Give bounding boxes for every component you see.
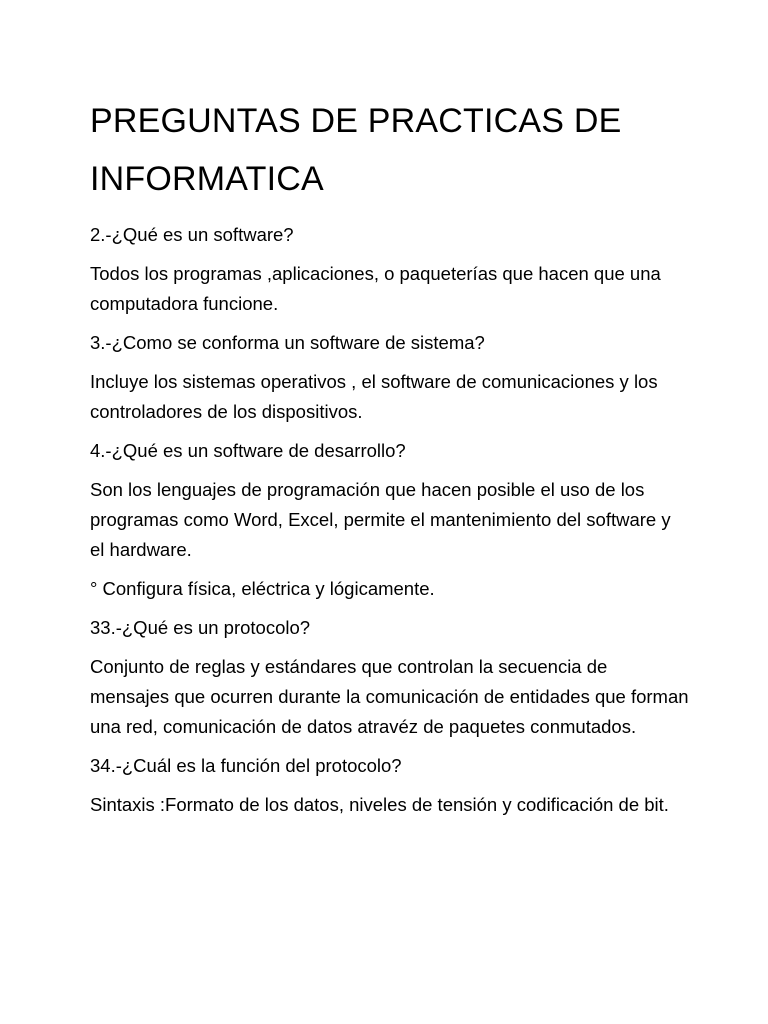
question-4: 4.-¿Qué es un software de desarrollo? xyxy=(90,440,406,461)
answer-4: Son los lenguajes de programación que hacen posible el uso de los programas como Word, Excel, permite el mantenimiento del software y el hardware. xyxy=(90,479,671,560)
question-33: 33.-¿Qué es un protocolo? xyxy=(90,617,311,638)
question-34: 34.-¿Cuál es la función del protocolo? xyxy=(90,755,402,776)
answer-3: Incluye los sistemas operativos , el software de comunicaciones y los controladores de los dispositivos. xyxy=(90,371,658,422)
answer-2: Todos los programas ,aplicaciones, o paqueterías que hacen que una computadora funcione. xyxy=(90,263,661,314)
answer-33: Conjunto de reglas y estándares que controlan la secuencia de mensajes que ocurren durante la comunicación de entidades que forman una red, comunicación de datos atravéz de paquetes conmutados. xyxy=(90,656,689,737)
question-3: 3.-¿Como se conforma un software de sistema? xyxy=(90,332,485,353)
answer-34: Sintaxis :Formato de los datos, niveles de tensión y codificación de bit. xyxy=(90,794,669,815)
document-page xyxy=(90,92,690,829)
question-2: 2.-¿Qué es un software? xyxy=(90,224,294,245)
document-title: PREGUNTAS DE PRACTICAS DE INFORMATICA xyxy=(90,102,622,198)
answer-4-note: ° Configura física, eléctrica y lógicamente. xyxy=(90,578,435,599)
